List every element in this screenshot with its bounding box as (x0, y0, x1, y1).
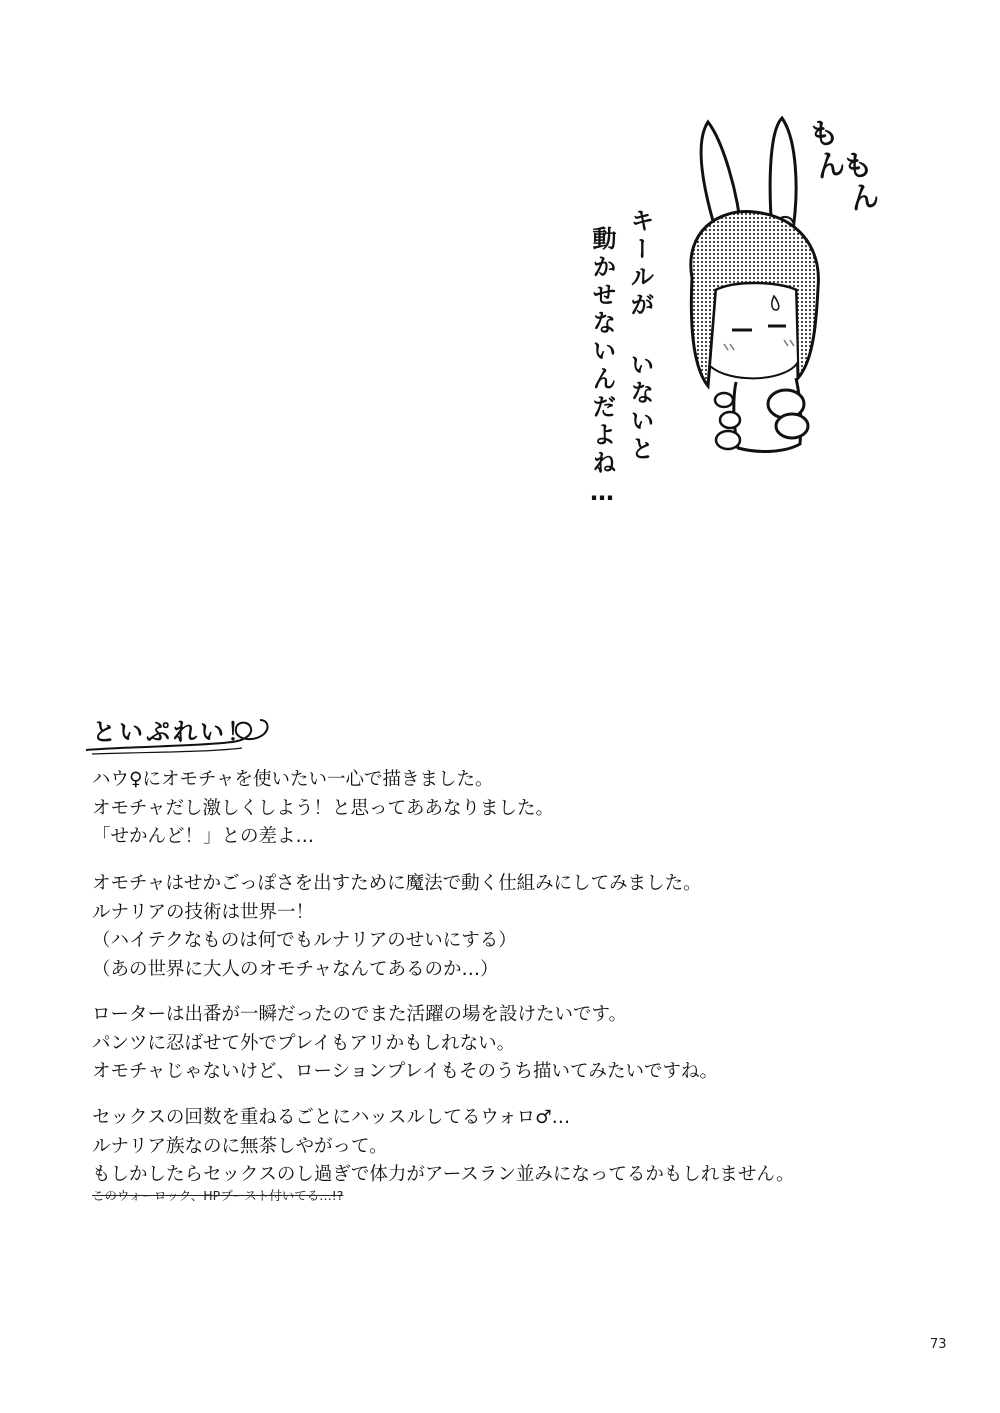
speech-text-line: 動かせないんだよね… (588, 226, 616, 510)
notes-paragraph (92, 870, 702, 984)
notes-line: ルナリア族なのに無茶しやがって。 (92, 1135, 388, 1157)
page-number: 73 (930, 1337, 947, 1352)
notes-line: 「せかんど！」との差よ… (92, 826, 315, 847)
notes-paragraph (92, 766, 554, 852)
notes-line: ハウ♀にオモチャを使いたい一心で描きました。 (92, 769, 494, 790)
notes-line: セックスの回数を重ねるごとにハッスルしてるウォロ♂… (92, 1107, 571, 1128)
strikethrough-note: このウォーロック、HPブースト付いてる…!? (92, 1188, 344, 1203)
sound-effect-text: もん (833, 146, 882, 217)
notes-line: オモチャじゃないけど、ローションプレイもそのうち描いてみたいですね。 (92, 1061, 719, 1082)
notes-line: オモチャはせかごっぽさを出すために魔法で動く仕組みにしてみました。 (92, 873, 702, 894)
notes-line: （ハイテクなものは何でもルナリアのせいにする） (92, 930, 517, 951)
notes-line: オモチャだし激しくしよう！と思ってああなりました。 (92, 797, 554, 819)
notes-paragraph (92, 1104, 794, 1190)
notes-line: （あの世界に大人のオモチャなんてあるのか…） (92, 958, 499, 980)
notes-line: パンツに忍ばせて外でプレイもアリかもしれない。 (92, 1032, 516, 1054)
sound-effect-text: もん (799, 114, 848, 185)
notes-paragraph (92, 1001, 718, 1087)
notes-line: ルナリアの技術は世界一！ (92, 901, 315, 923)
notes-line: ローターは出番が一瞬だったのでまた活躍の場を設けたいです。 (92, 1004, 628, 1025)
notes-line: もしかしたらセックスのし過ぎで体力がアースラン並みになってるかもしれません。 (92, 1164, 795, 1185)
notes-title: といぷれい！ (92, 718, 254, 746)
speech-text-line: キールが いないと (626, 208, 654, 464)
